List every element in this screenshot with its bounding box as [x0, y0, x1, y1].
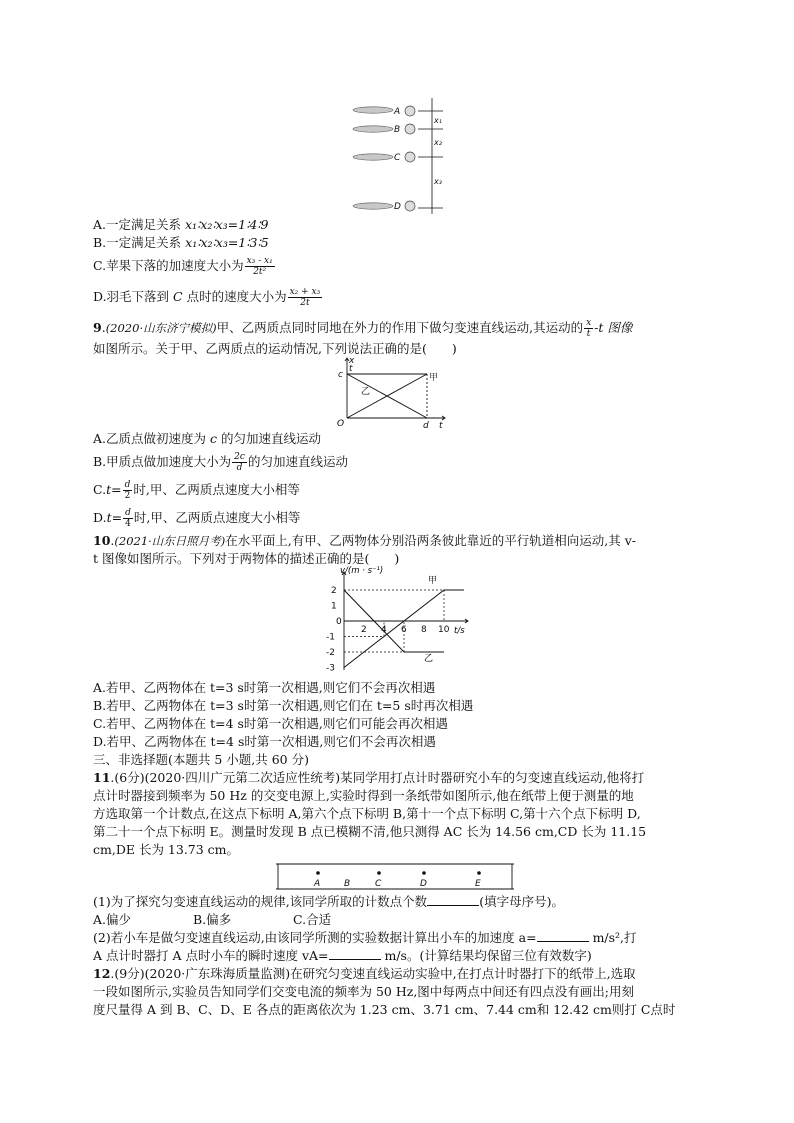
dim-x3: x₃ [434, 177, 442, 186]
label-b: B [394, 125, 401, 135]
feather-icon-c [353, 154, 393, 160]
tape-dot-a [316, 871, 320, 875]
q12-stem-3: 度尺量得 A 到 B、C、D、E 各点的距离依次为 1.23 cm、3.71 cm、7.44 cm和 12.42 cm则打 C点时 [93, 1002, 676, 1017]
q11-sub2-b: A 点计时器打 A 点时小车的瞬时速度 vA= m/s。(计算结果均保留三位有效数字) [93, 948, 592, 963]
answer-blank-2[interactable] [537, 929, 589, 942]
q11-opt-c: C.合适 [293, 912, 332, 927]
q11-stem-3: 方选取第一个计数点,在这点下标明 A,第六个点下标明 B,第十一个点下标明 C,第十六个点下标明 D, [93, 806, 641, 821]
q10-vt-chart [318, 566, 478, 678]
label-o: O [337, 419, 345, 429]
y-tick-label: 1 [331, 601, 337, 612]
q9-option-d: D.t= $\frac{d}{4}$ 时,甲、乙两质点速度大小相等 [93, 508, 301, 529]
q11-sub2: (2)若小车是做匀变速直线运动,由该同学所测的实验数据计算出小车的加速度 a= m/s²,打 [93, 930, 637, 945]
label-a: A [394, 107, 401, 117]
feather-icon-b [353, 126, 393, 132]
x-axis-label: t/s [454, 626, 465, 636]
q8-option-d: D.羽毛下落到 C 点时的速度大小为 $\frac{\text{x₂ + x₃}}{2t}$ [93, 287, 321, 308]
q10-stem: 10.(2021·山东日照月考)在水平面上,有甲、乙两物体分别沿两条彼此靠近的平行轨道相向运动,其 v- [93, 533, 637, 548]
label-yi: 乙 [361, 387, 371, 397]
label-d: d [423, 421, 429, 430]
q10-stem-2: t 图像如图所示。下列对于两物体的描述正确的是( ) [93, 551, 400, 566]
axis-x-label: t [439, 421, 443, 430]
y-tick-label: -1 [326, 632, 335, 643]
label-d: D [394, 202, 401, 212]
origin-label: 0 [336, 617, 342, 627]
y-tick-label: -2 [326, 648, 335, 658]
q10-option-c: C.若甲、乙两物体在 t=4 s时第一次相遇,则它们可能会再次相遇 [93, 716, 448, 731]
q10-option-a: A.若甲、乙两物体在 t=3 s时第一次相遇,则它们不会再次相遇 [93, 680, 436, 695]
x-tick-label: 8 [421, 625, 427, 635]
q9-option-a: A.乙质点做初速度为 c 的匀加速直线运动 [93, 431, 321, 446]
q8-option-b: B.一定满足关系 x₁∶x₂∶x₃=1∶3∶5 [93, 235, 269, 250]
tape-label-d: D [420, 879, 427, 889]
q9-option-b: B.甲质点做加速度大小为 $\frac{2c}{d}$ 的匀加速直线运动 [93, 452, 348, 473]
tape-label-c: C [375, 879, 382, 889]
dim-x2: x₂ [434, 138, 442, 147]
label-jia: 甲 [429, 373, 439, 383]
feather-apple-figure [348, 98, 448, 216]
apple-icon-c [405, 152, 415, 162]
x-tick-label: 10 [438, 625, 450, 635]
axis-y-den: t [349, 364, 353, 374]
apple-icon-b [405, 124, 415, 134]
label-c: c [338, 370, 343, 380]
dim-x1: x₁ [434, 116, 442, 125]
paper-tape-figure [276, 862, 516, 892]
answer-blank-3[interactable] [329, 947, 381, 960]
q10-option-d: D.若甲、乙两物体在 t=4 s时第一次相遇,则它们不会再次相遇 [93, 734, 436, 749]
apple-icon-a [405, 106, 415, 116]
tape-dot-d [422, 871, 426, 875]
tape-label-b: B [344, 879, 351, 889]
q10-option-b: B.若甲、乙两物体在 t=3 s时第一次相遇,则它们在 t=5 s时再次相遇 [93, 698, 474, 713]
label-c: C [394, 153, 401, 163]
series-label-yi: 乙 [424, 654, 434, 664]
q12-stem: 12.(9分)(2020·广东珠海质量监测)在研究匀变速直线运动实验中,在打点计时器打下的纸带上,选取 [93, 966, 636, 981]
x-tick-label: 4 [381, 625, 387, 635]
q11-sub1-options [93, 911, 331, 928]
feather-icon-a [353, 107, 393, 113]
q11-stem: 11.(6分)(2020·四川广元第二次适应性统考)某同学用打点计时器研究小车的匀变速直线运动,他将打 [93, 770, 645, 785]
answer-blank-1[interactable] [427, 893, 479, 906]
q8-option-a: A.一定满足关系 x₁∶x₂∶x₃=1∶4∶9 [93, 217, 269, 232]
q9-stem: 9.(2020·山东济宁模拟)甲、乙两质点同时同地在外力的作用下做匀变速直线运动,其运动的 $\frac{x}{t}$ -t 图像 [93, 318, 633, 339]
y-tick-label: 2 [331, 586, 337, 596]
q11-opt-b: B.偏多 [193, 912, 232, 927]
axis-y-num: x [349, 356, 355, 366]
x-tick-label: 6 [401, 625, 407, 635]
q11-opt-a: A.偏少 [93, 912, 132, 927]
tape-dot-c [377, 871, 381, 875]
tape-label-e: E [475, 879, 481, 889]
q9-stem-2: 如图所示。关于甲、乙两质点的运动情况,下列说法正确的是( ) [93, 341, 457, 356]
apple-icon-d [405, 201, 415, 211]
x-tick-label: 2 [361, 625, 367, 635]
tape-dot-e [477, 871, 481, 875]
y-axis-label: v/(m · s⁻¹) [340, 566, 384, 576]
q8-option-c: C.苹果下落的加速度大小为 $\frac{\text{x₃ - x₁}}{\text{2t²}}$ [93, 256, 273, 277]
q11-stem-2: 点计时器接到频率为 50 Hz 的交变电源上,实验时得到一条纸带如图所示,他在纸带上便于测量的地 [93, 788, 634, 803]
tape-label-a: A [314, 879, 321, 889]
q11-stem-5: cm,DE 长为 13.73 cm。 [93, 842, 240, 857]
q11-stem-4: 第二十一个点下标明 E。测量时发现 B 点已模糊不清,他只测得 AC 长为 14.56 cm,CD 长为 11.15 [93, 824, 647, 839]
q9-xt-graph [335, 356, 450, 430]
q11-sub1: (1)为了探究匀变速直线运动的规律,该同学所取的计数点个数 (填字母序号)。 [93, 894, 564, 909]
series-label-jia: 甲 [428, 576, 438, 586]
q9-option-c: C.t= $\frac{d}{2}$ 时,甲、乙两质点速度大小相等 [93, 480, 300, 501]
q12-stem-2: 一段如图所示,实验员告知同学们交变电流的频率为 50 Hz,图中每两点中间还有四点没有画出;用刻 [93, 984, 634, 999]
feather-icon-d [353, 203, 393, 209]
section-heading: 三、非选择题(本题共 5 小题,共 60 分) [93, 752, 309, 767]
y-tick-label: -3 [326, 663, 335, 674]
